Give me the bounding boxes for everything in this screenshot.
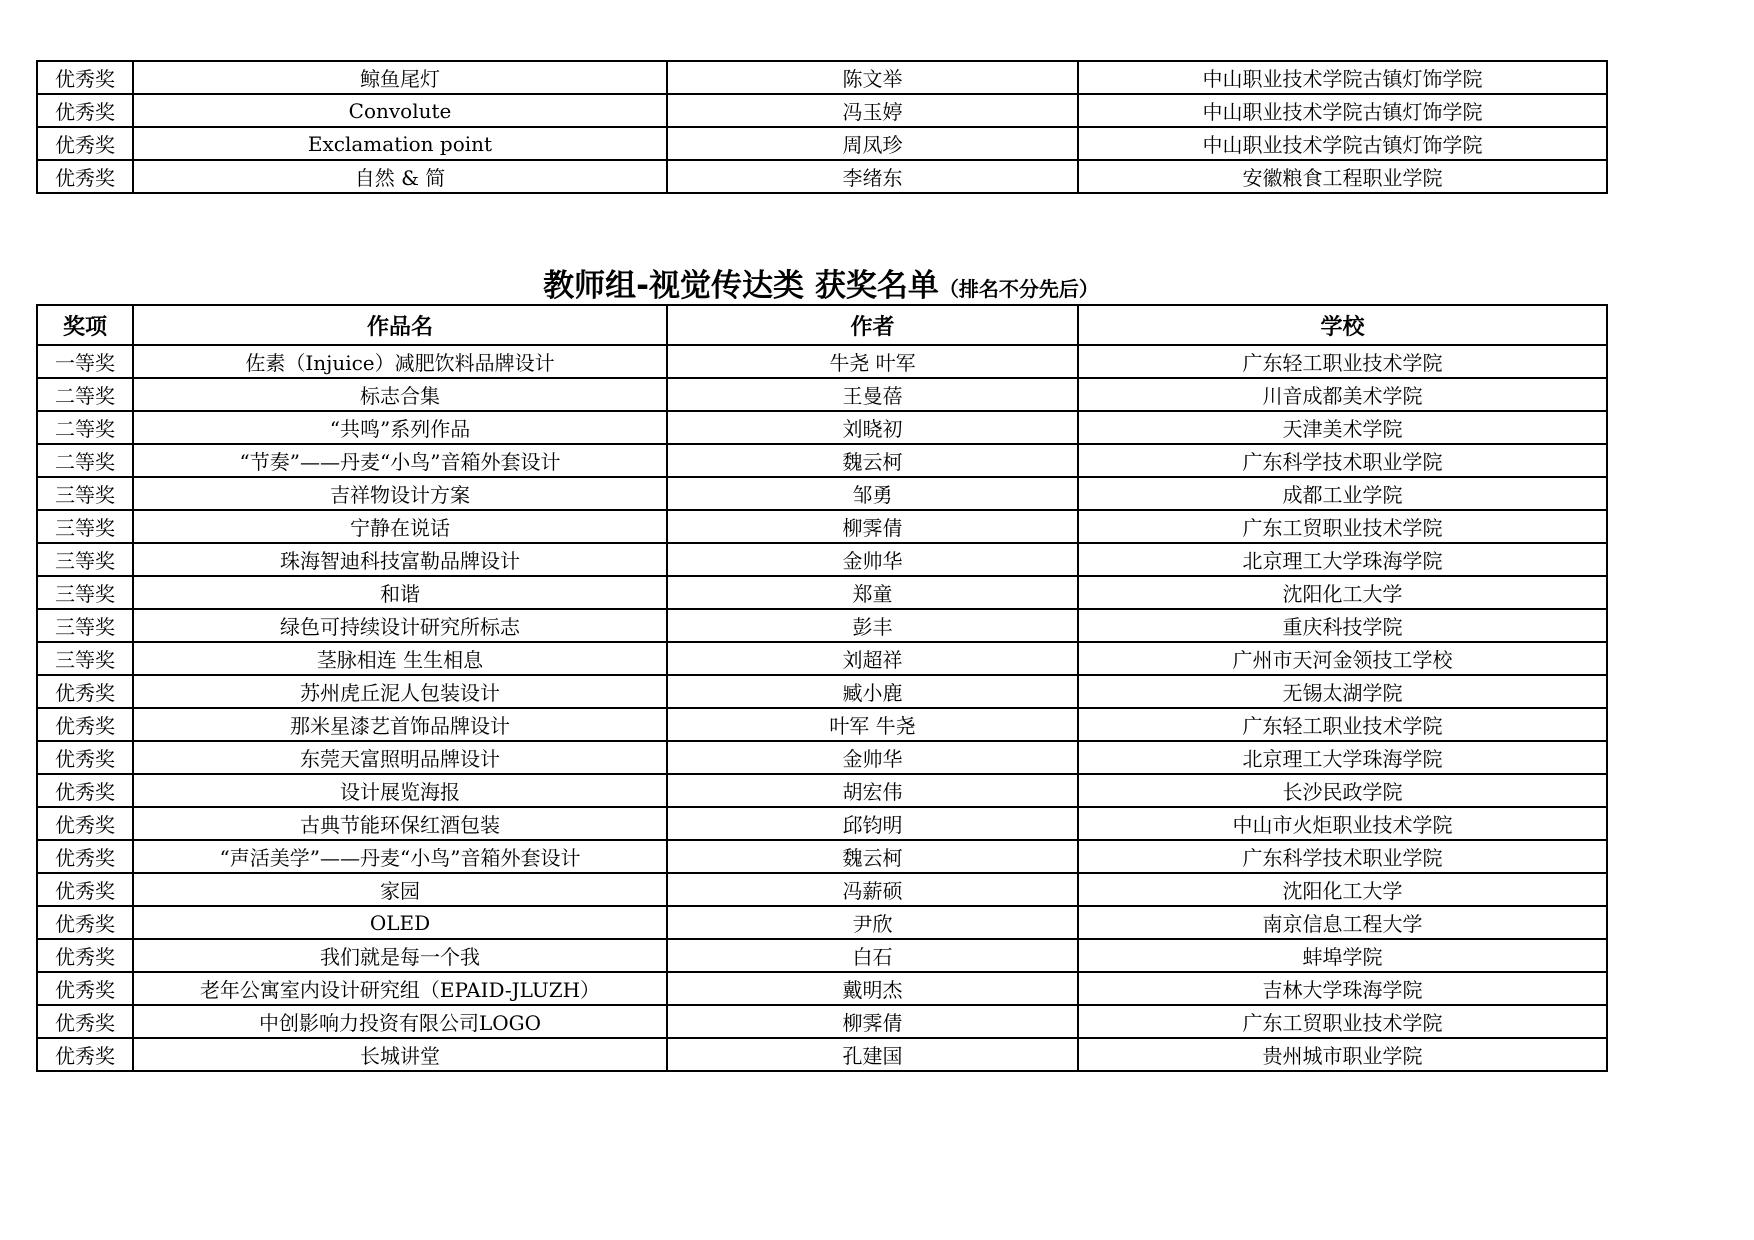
author-cell: 陈文举: [667, 61, 1078, 94]
school-cell: 中山职业技术学院古镇灯饰学院: [1078, 94, 1607, 127]
award-cell: 三等奖: [37, 510, 133, 543]
work-title-cell: 老年公寓室内设计研究组（EPAID-JLUZH）: [133, 972, 667, 1005]
author-cell: 刘晓初: [667, 411, 1078, 444]
award-cell: 优秀奖: [37, 127, 133, 160]
section-title: [36, 260, 1606, 305]
work-title-cell: 绿色可持续设计研究所标志: [133, 609, 667, 642]
main-table-body: [37, 345, 1607, 1071]
author-cell: 郑童: [667, 576, 1078, 609]
school-cell: 蚌埠学院: [1078, 939, 1607, 972]
school-cell: 无锡太湖学院: [1078, 675, 1607, 708]
work-title-cell: 设计展览海报: [133, 774, 667, 807]
author-cell: 彭丰: [667, 609, 1078, 642]
top-table-body: [37, 61, 1607, 193]
work-title-cell: 东莞天富照明品牌设计: [133, 741, 667, 774]
work-title-cell: 那米星漆艺首饰品牌设计: [133, 708, 667, 741]
work-title-cell: OLED: [133, 906, 667, 939]
school-cell: 广东工贸职业技术学院: [1078, 1005, 1607, 1038]
award-cell: 二等奖: [37, 378, 133, 411]
table-row: [37, 675, 1607, 708]
school-cell: 广东轻工职业技术学院: [1078, 708, 1607, 741]
school-cell: 中山市火炬职业技术学院: [1078, 807, 1607, 840]
table-row: [37, 840, 1607, 873]
work-title-cell: Convolute: [133, 94, 667, 127]
author-cell: 邱钧明: [667, 807, 1078, 840]
work-title-cell: 古典节能环保红酒包装: [133, 807, 667, 840]
work-title-cell: 吉祥物设计方案: [133, 477, 667, 510]
table-row: [37, 906, 1607, 939]
award-cell: 优秀奖: [37, 61, 133, 94]
table-row: [37, 873, 1607, 906]
table-row: [37, 378, 1607, 411]
award-cell: 三等奖: [37, 576, 133, 609]
work-title-cell: 自然 & 简: [133, 160, 667, 193]
table-row: [37, 127, 1607, 160]
table-row: [37, 642, 1607, 675]
section-title-text: 教师组-视觉传达类 获奖名单: [543, 268, 939, 304]
author-cell: 臧小鹿: [667, 675, 1078, 708]
school-cell: 沈阳化工大学: [1078, 576, 1607, 609]
school-cell: 南京信息工程大学: [1078, 906, 1607, 939]
school-cell: 广东科学技术职业学院: [1078, 840, 1607, 873]
table-header-row: [37, 305, 1607, 345]
table-row: [37, 708, 1607, 741]
header-award: 奖项: [37, 305, 133, 345]
school-cell: 安徽粮食工程职业学院: [1078, 160, 1607, 193]
table-row: [37, 444, 1607, 477]
award-cell: 优秀奖: [37, 807, 133, 840]
author-cell: 金帅华: [667, 543, 1078, 576]
work-title-cell: 和谐: [133, 576, 667, 609]
table-row: [37, 345, 1607, 378]
author-cell: 王曼蓓: [667, 378, 1078, 411]
table-row: [37, 411, 1607, 444]
work-title-cell: 我们就是每一个我: [133, 939, 667, 972]
top-awards-table: [36, 60, 1608, 194]
author-cell: 魏云柯: [667, 444, 1078, 477]
school-cell: 广州市天河金领技工学校: [1078, 642, 1607, 675]
author-cell: 柳霁倩: [667, 1005, 1078, 1038]
table-row: [37, 160, 1607, 193]
school-cell: 贵州城市职业学院: [1078, 1038, 1607, 1071]
award-cell: 一等奖: [37, 345, 133, 378]
author-cell: 金帅华: [667, 741, 1078, 774]
author-cell: 牛尧 叶军: [667, 345, 1078, 378]
author-cell: 叶军 牛尧: [667, 708, 1078, 741]
school-cell: 沈阳化工大学: [1078, 873, 1607, 906]
header-work-title: 作品名: [133, 305, 667, 345]
table-row: [37, 1005, 1607, 1038]
table-row: [37, 741, 1607, 774]
author-cell: 刘超祥: [667, 642, 1078, 675]
school-cell: 广东工贸职业技术学院: [1078, 510, 1607, 543]
work-title-cell: Exclamation point: [133, 127, 667, 160]
award-cell: 优秀奖: [37, 972, 133, 1005]
school-cell: 北京理工大学珠海学院: [1078, 741, 1607, 774]
author-cell: 尹欣: [667, 906, 1078, 939]
work-title-cell: “声活美学”——丹麦“小鸟”音箱外套设计: [133, 840, 667, 873]
author-cell: 周凤珍: [667, 127, 1078, 160]
school-cell: 吉林大学珠海学院: [1078, 972, 1607, 1005]
work-title-cell: 标志合集: [133, 378, 667, 411]
school-cell: 重庆科技学院: [1078, 609, 1607, 642]
award-cell: 三等奖: [37, 543, 133, 576]
author-cell: 柳霁倩: [667, 510, 1078, 543]
school-cell: 成都工业学院: [1078, 477, 1607, 510]
author-cell: 胡宏伟: [667, 774, 1078, 807]
work-title-cell: 茎脉相连 生生相息: [133, 642, 667, 675]
award-cell: 优秀奖: [37, 708, 133, 741]
work-title-cell: 中创影响力投资有限公司LOGO: [133, 1005, 667, 1038]
work-title-cell: 长城讲堂: [133, 1038, 667, 1071]
award-cell: 三等奖: [37, 642, 133, 675]
header-author: 作者: [667, 305, 1078, 345]
school-cell: 广东科学技术职业学院: [1078, 444, 1607, 477]
table-row: [37, 972, 1607, 1005]
author-cell: 魏云柯: [667, 840, 1078, 873]
work-title-cell: 珠海智迪科技富勒品牌设计: [133, 543, 667, 576]
award-cell: 优秀奖: [37, 873, 133, 906]
award-cell: 二等奖: [37, 444, 133, 477]
table-row: [37, 939, 1607, 972]
award-cell: 优秀奖: [37, 741, 133, 774]
school-cell: 广东轻工职业技术学院: [1078, 345, 1607, 378]
award-cell: 优秀奖: [37, 906, 133, 939]
table-row: [37, 543, 1607, 576]
school-cell: 长沙民政学院: [1078, 774, 1607, 807]
award-cell: 优秀奖: [37, 94, 133, 127]
award-cell: 优秀奖: [37, 1038, 133, 1071]
award-cell: 优秀奖: [37, 939, 133, 972]
school-cell: 中山职业技术学院古镇灯饰学院: [1078, 61, 1607, 94]
work-title-cell: 鲸鱼尾灯: [133, 61, 667, 94]
work-title-cell: “节奏”——丹麦“小鸟”音箱外套设计: [133, 444, 667, 477]
header-school: 学校: [1078, 305, 1607, 345]
author-cell: 冯玉婷: [667, 94, 1078, 127]
work-title-cell: “共鸣”系列作品: [133, 411, 667, 444]
award-cell: 优秀奖: [37, 1005, 133, 1038]
section-title-note: （排名不分先后）: [938, 277, 1099, 301]
award-cell: 优秀奖: [37, 675, 133, 708]
table-row: [37, 510, 1607, 543]
table-row: [37, 807, 1607, 840]
table-row: [37, 477, 1607, 510]
author-cell: 戴明杰: [667, 972, 1078, 1005]
award-cell: 三等奖: [37, 609, 133, 642]
teacher-visual-awards-table: [36, 304, 1608, 1072]
author-cell: 孔建国: [667, 1038, 1078, 1071]
award-cell: 优秀奖: [37, 160, 133, 193]
author-cell: 李绪东: [667, 160, 1078, 193]
work-title-cell: 佐素（Injuice）减肥饮料品牌设计: [133, 345, 667, 378]
author-cell: 邹勇: [667, 477, 1078, 510]
school-cell: 北京理工大学珠海学院: [1078, 543, 1607, 576]
work-title-cell: 宁静在说话: [133, 510, 667, 543]
table-row: [37, 61, 1607, 94]
table-row: [37, 94, 1607, 127]
award-cell: 三等奖: [37, 477, 133, 510]
author-cell: 冯薪硕: [667, 873, 1078, 906]
award-cell: 优秀奖: [37, 840, 133, 873]
table-row: [37, 609, 1607, 642]
table-row: [37, 576, 1607, 609]
work-title-cell: 家园: [133, 873, 667, 906]
award-cell: 优秀奖: [37, 774, 133, 807]
table-row: [37, 774, 1607, 807]
work-title-cell: 苏州虎丘泥人包装设计: [133, 675, 667, 708]
school-cell: 中山职业技术学院古镇灯饰学院: [1078, 127, 1607, 160]
table-row: [37, 1038, 1607, 1071]
school-cell: 川音成都美术学院: [1078, 378, 1607, 411]
award-cell: 二等奖: [37, 411, 133, 444]
author-cell: 白石: [667, 939, 1078, 972]
school-cell: 天津美术学院: [1078, 411, 1607, 444]
